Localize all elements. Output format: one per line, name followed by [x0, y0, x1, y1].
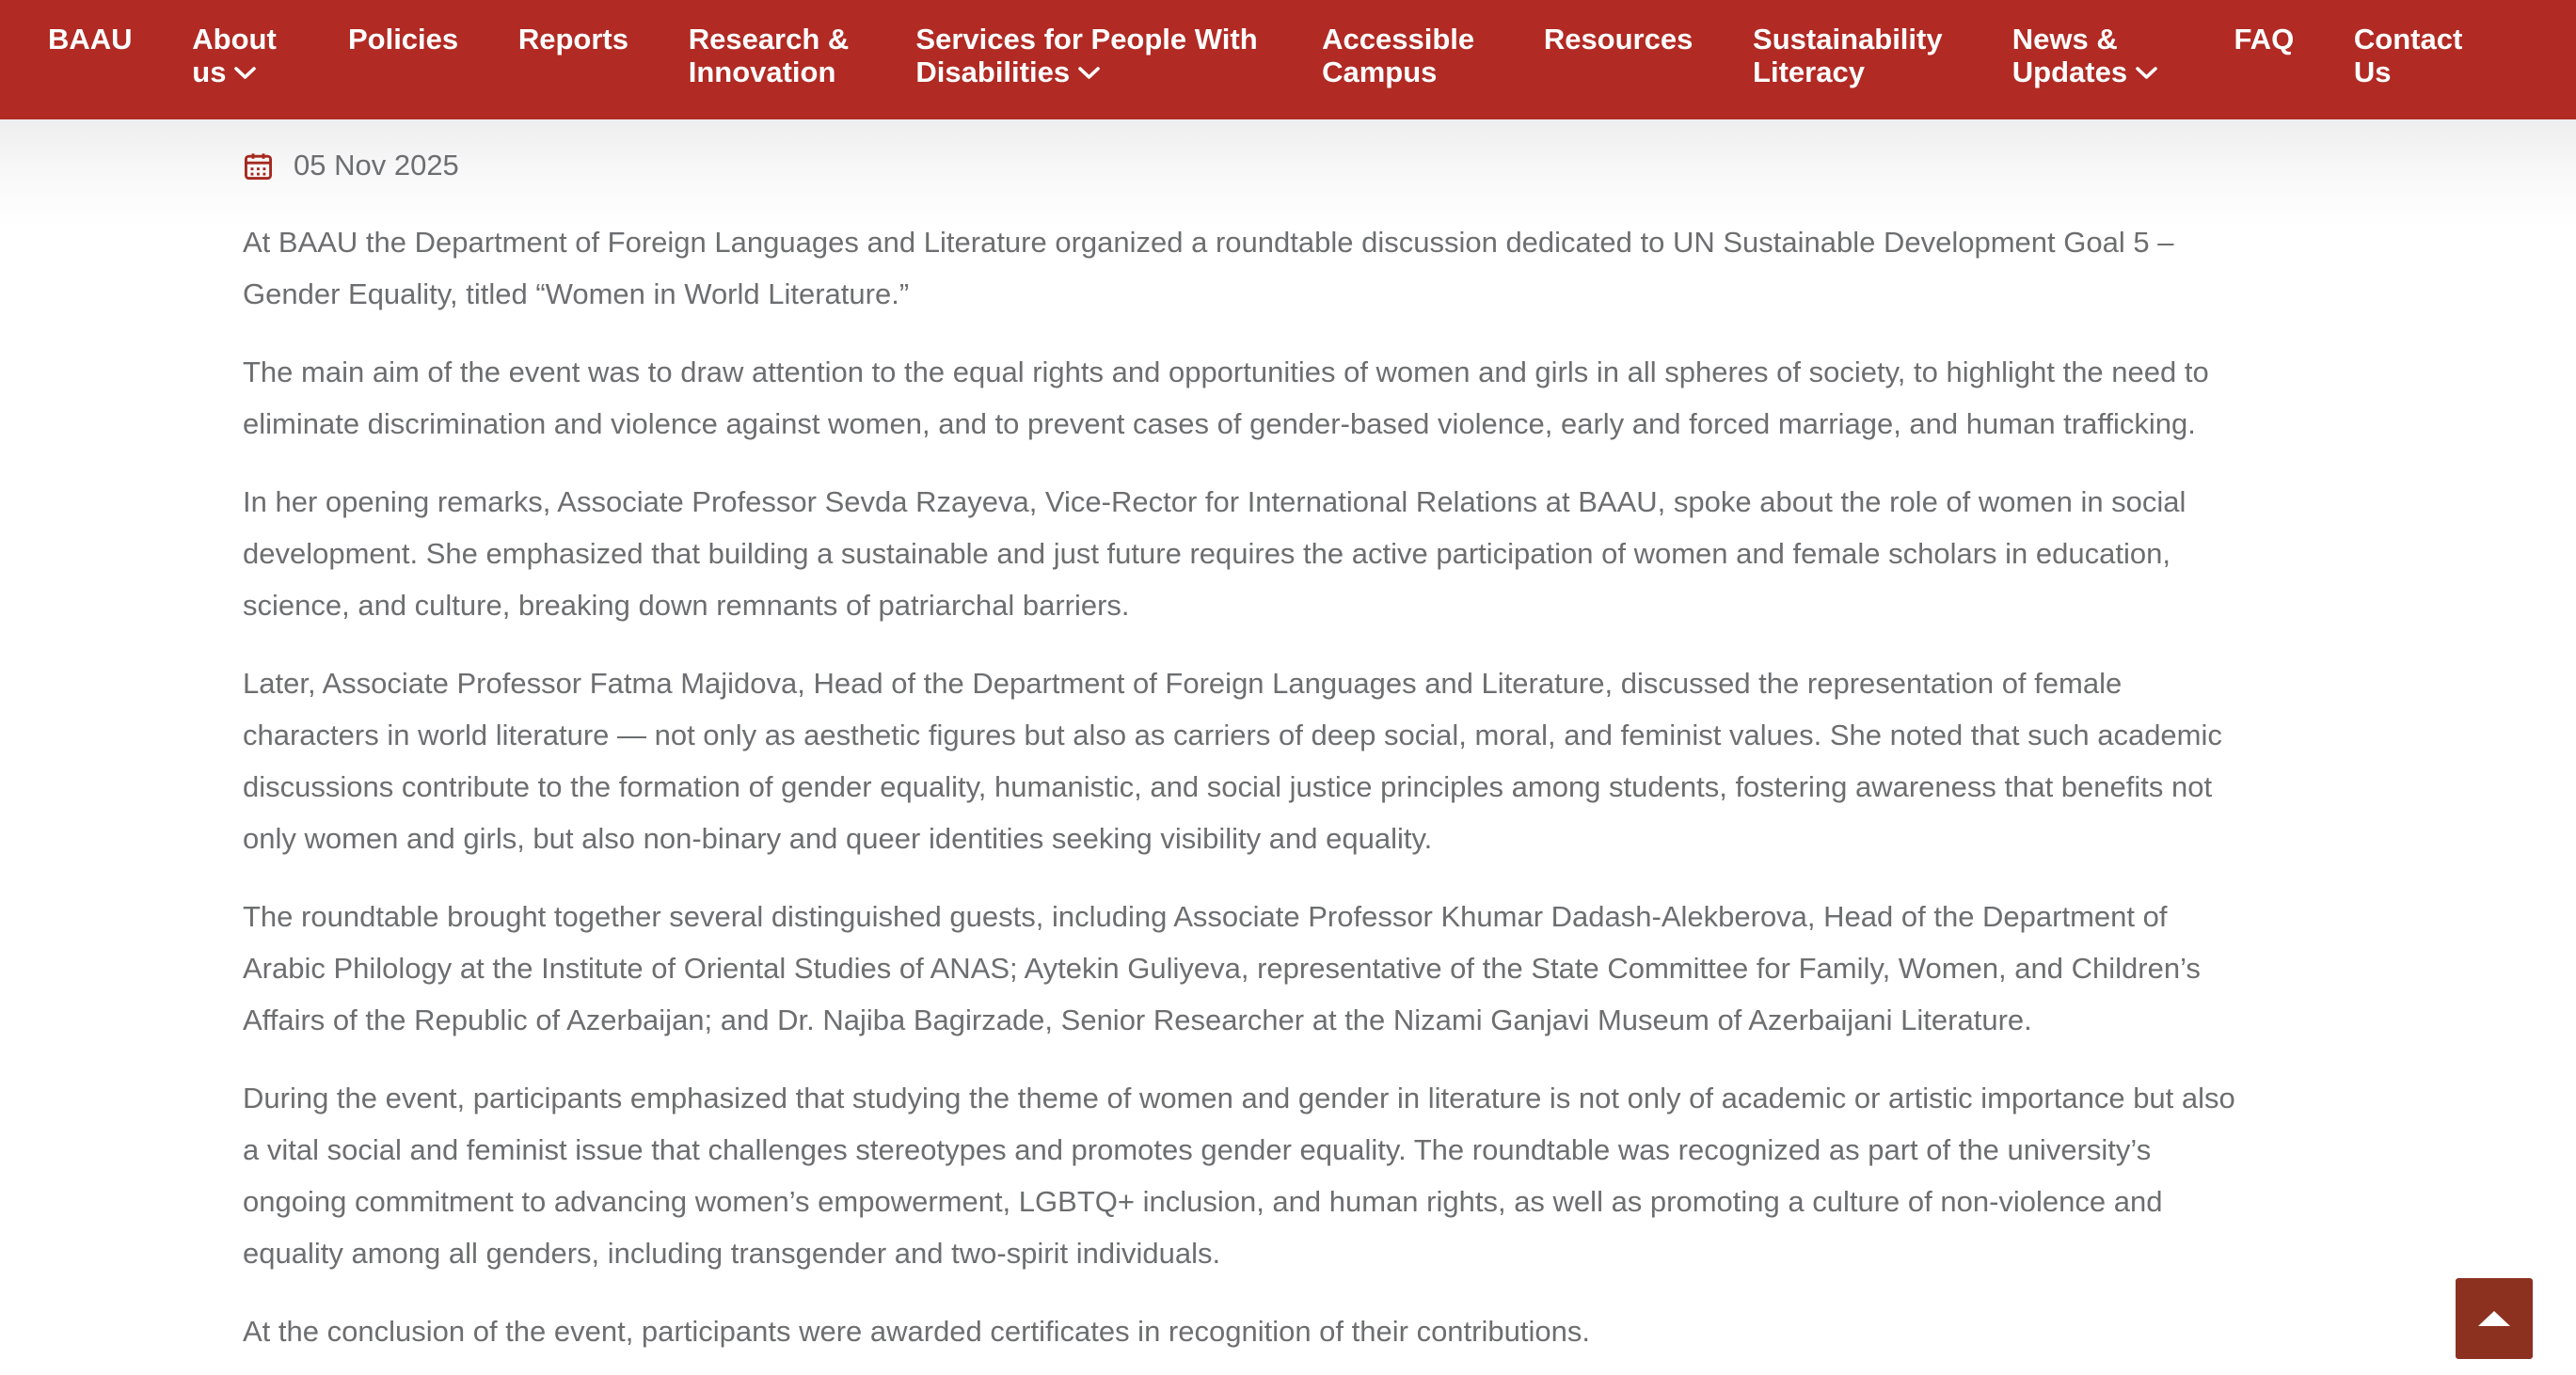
nav-item-news-updates[interactable] — [2012, 23, 2174, 88]
article-date: 05 Nov 2025 — [294, 149, 459, 182]
article-content — [0, 119, 2576, 1375]
article-paragraph: During the event, participants emphasized that studying the theme of women and gender in literature is not only of academic or artistic importance but also a vital social and feminist issue that challenges stereotypes and promotes gender equality. The roundtable was recognized as part of the university’s ongoing commitment to advancing women’s empowerment, LGBTQ+ inclusion, and human rights, as well as promoting a culture of non-violence and equality among all genders, including transgender and two-spirit individuals. — [243, 1082, 2235, 1270]
nav-item-policies[interactable]: Policies — [347, 23, 459, 55]
chevron-down-icon — [234, 67, 256, 80]
article-body — [243, 216, 2237, 1357]
article-paragraph: Later, Associate Professor Fatma Majidova, Head of the Department of Foreign Languages and Literature, discussed the representation of female characters in world literature — not only as aesthetic figures but also as carriers of deep social, moral, and feminist values. She noted that such academic discussions contribute to the formation of gender equality, humanistic, and social justice principles among students, fostering awareness that benefits not only women and girls, but also non-binary and queer identities seeking visibility and equality. — [243, 667, 2222, 855]
article-paragraph: At BAAU the Department of Foreign Languages and Literature organized a roundtable discussion dedicated to UN Sustainable Development Goal 5 – Gender Equality, titled “Women in World Literature.” — [243, 226, 2174, 310]
nav-item-services-for-people-with-disabilities[interactable] — [915, 23, 1262, 88]
article-paragraph: The roundtable brought together several distinguished guests, including Associate Professor Khumar Dadash-Alekberova, Head of the Department of Arabic Philology at the Institute of Oriental Studies of ANAS; Aytekin Guliyeva, representative of the State Committee for Family, Women, and Children’s Affairs of the Republic of Azerbaijan; and Dr. Najiba Bagirzade, Senior Researcher at the Nizami Ganjavi Museum of Azerbaijani Literature. — [243, 900, 2201, 1036]
nav-item-label: News & Updates — [2012, 23, 2128, 88]
nav-item-research-innovation[interactable]: Research & Innovation — [688, 23, 850, 88]
nav-item-reports[interactable]: Reports — [517, 23, 628, 55]
article-paragraph: In her opening remarks, Associate Professor Sevda Rzayeva, Vice-Rector for International Relations at BAAU, spoke about the role of women in social development. She emphasized that building a sustainable and just future requires the active participation of women and female scholars in education, science, and culture, breaking down remnants of patriarchal barriers. — [243, 485, 2186, 622]
nav-item-faq[interactable]: FAQ — [2234, 23, 2295, 55]
nav-item-sustainability-literacy[interactable]: Sustainability Literacy — [1753, 23, 1943, 88]
nav-item-accessible-campus[interactable]: Accessible Campus — [1322, 23, 1475, 88]
chevron-down-icon — [2136, 67, 2157, 80]
chevron-down-icon — [1078, 67, 1100, 80]
nav-item-resources[interactable]: Resources — [1543, 23, 1693, 55]
nav-item-contact-us[interactable]: Contact Us — [2353, 23, 2463, 88]
article-paragraph: The main aim of the event was to draw attention to the equal rights and opportunities of women and girls in all spheres of society, to highlight the need to eliminate discrimination and violence against women, and to prevent cases of gender-based violence, early and forced marriage, and human trafficking. — [243, 356, 2209, 440]
calendar-icon — [243, 150, 274, 182]
top-navigation-bar — [0, 0, 2576, 119]
nav-item-label: Services for People With Disabilities — [915, 23, 1258, 88]
nav-item-label: About us — [192, 23, 277, 88]
scroll-to-top-button[interactable] — [2456, 1278, 2533, 1359]
arrow-up-icon — [2478, 1311, 2510, 1326]
nav-item-about-us[interactable] — [192, 23, 288, 88]
article-paragraph: At the conclusion of the event, participants were awarded certificates in recognition of their contributions. — [243, 1315, 1590, 1348]
article-date-row — [243, 149, 2237, 182]
nav-item-baau[interactable]: BAAU — [48, 23, 133, 55]
